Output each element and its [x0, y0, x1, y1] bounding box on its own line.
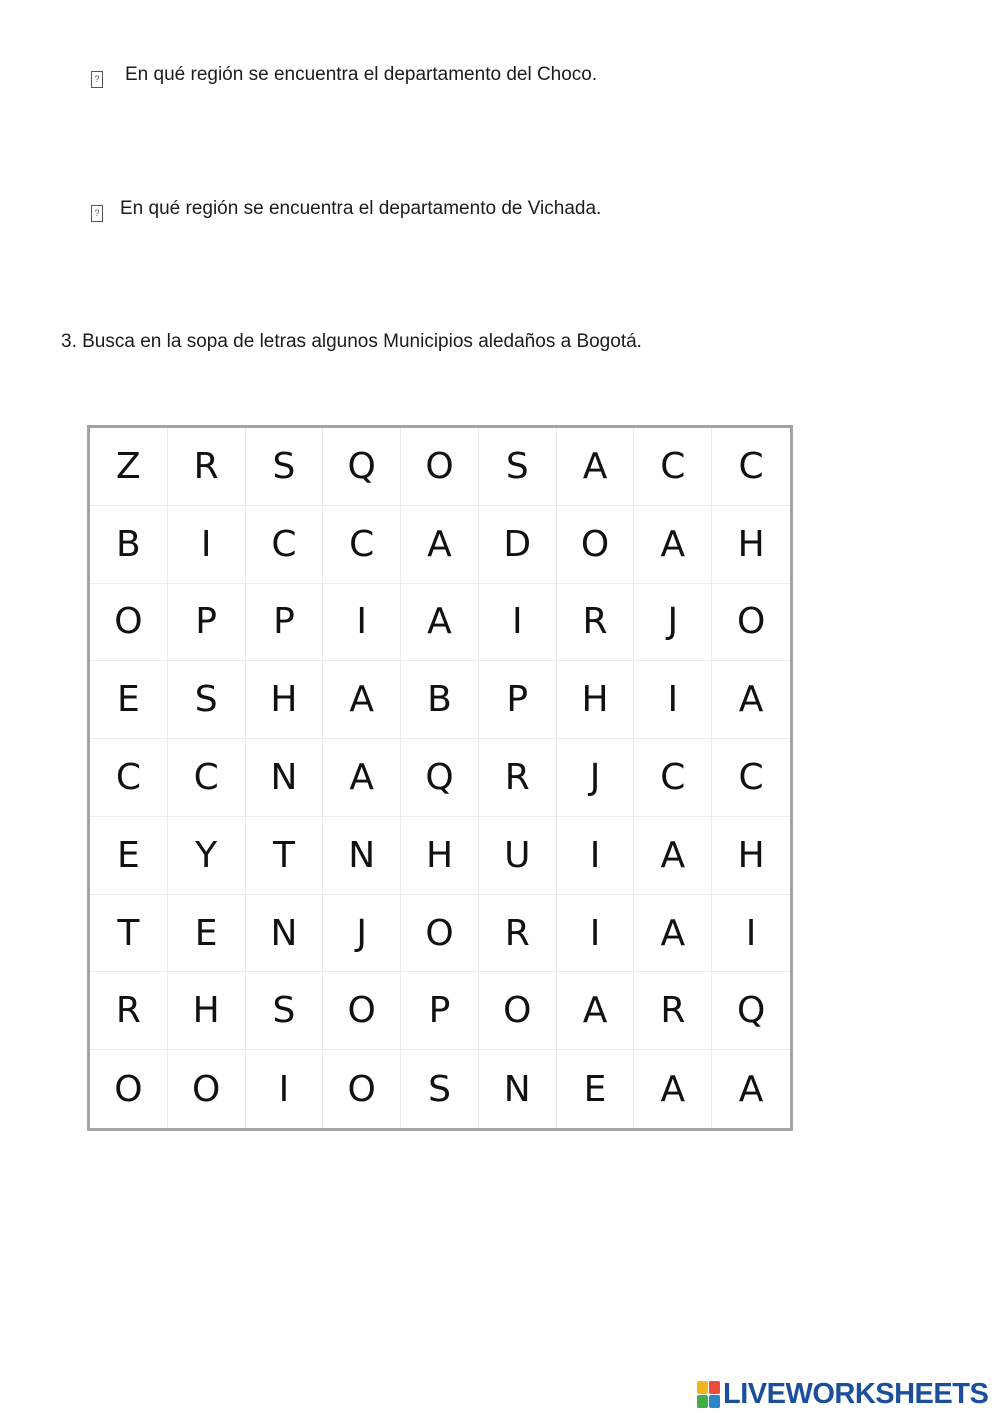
- grid-letter-cell: A: [634, 1050, 712, 1128]
- grid-letter-cell: T: [246, 817, 324, 895]
- grid-letter-cell: S: [479, 428, 557, 506]
- grid-letter-cell: Q: [323, 428, 401, 506]
- grid-letter-cell: R: [90, 972, 168, 1050]
- grid-letter-cell: A: [634, 895, 712, 973]
- liveworksheets-logo: [697, 1378, 988, 1410]
- grid-letter-cell: E: [90, 661, 168, 739]
- grid-letter-cell: O: [90, 584, 168, 662]
- grid-letter-cell: P: [168, 584, 246, 662]
- grid-letter-cell: R: [634, 972, 712, 1050]
- grid-letter-cell: I: [168, 506, 246, 584]
- grid-letter-cell: A: [557, 428, 635, 506]
- grid-letter-cell: O: [90, 1050, 168, 1128]
- grid-letter-cell: I: [557, 895, 635, 973]
- grid-letter-cell: B: [90, 506, 168, 584]
- missing-glyph-icon: ?: [91, 71, 103, 88]
- grid-letter-cell: A: [712, 661, 790, 739]
- grid-letter-cell: P: [479, 661, 557, 739]
- grid-letter-cell: A: [401, 506, 479, 584]
- grid-letter-cell: T: [90, 895, 168, 973]
- grid-letter-cell: I: [634, 661, 712, 739]
- logo-square-green: [697, 1395, 708, 1408]
- grid-letter-cell: C: [634, 739, 712, 817]
- logo-square-blue: [709, 1395, 720, 1408]
- grid-letter-cell: I: [246, 1050, 324, 1128]
- grid-letter-cell: R: [479, 739, 557, 817]
- grid-letter-cell: A: [323, 739, 401, 817]
- grid-letter-cell: S: [246, 972, 324, 1050]
- grid-letter-cell: H: [557, 661, 635, 739]
- grid-letter-cell: J: [557, 739, 635, 817]
- grid-letter-cell: R: [479, 895, 557, 973]
- grid-letter-cell: C: [323, 506, 401, 584]
- liveworksheets-logo-icon: [697, 1381, 720, 1408]
- grid-letter-cell: S: [401, 1050, 479, 1128]
- grid-letter-cell: N: [323, 817, 401, 895]
- grid-letter-cell: E: [557, 1050, 635, 1128]
- grid-letter-cell: O: [557, 506, 635, 584]
- grid-letter-cell: P: [401, 972, 479, 1050]
- grid-letter-cell: R: [557, 584, 635, 662]
- word-search-grid: [87, 425, 793, 1131]
- grid-letter-cell: N: [479, 1050, 557, 1128]
- grid-letter-cell: A: [557, 972, 635, 1050]
- grid-letter-cell: O: [323, 972, 401, 1050]
- grid-letter-cell: R: [168, 428, 246, 506]
- grid-letter-cell: C: [712, 739, 790, 817]
- grid-letter-cell: H: [401, 817, 479, 895]
- logo-square-yellow: [697, 1381, 708, 1394]
- grid-letter-cell: S: [246, 428, 324, 506]
- grid-letter-cell: H: [712, 817, 790, 895]
- grid-letter-cell: C: [168, 739, 246, 817]
- grid-letter-cell: C: [634, 428, 712, 506]
- grid-letter-cell: H: [712, 506, 790, 584]
- grid-letter-cell: J: [634, 584, 712, 662]
- question-vichada: [91, 197, 601, 222]
- grid-letter-cell: H: [246, 661, 324, 739]
- grid-letter-cell: H: [168, 972, 246, 1050]
- word-search-instruction: 3. Busca en la sopa de letras algunos Municipios aledaños a Bogotá.: [61, 331, 642, 352]
- grid-letter-cell: J: [323, 895, 401, 973]
- grid-letter-cell: E: [90, 817, 168, 895]
- grid-letter-cell: I: [557, 817, 635, 895]
- grid-letter-cell: D: [479, 506, 557, 584]
- grid-letter-cell: I: [479, 584, 557, 662]
- grid-letter-cell: I: [323, 584, 401, 662]
- grid-letter-cell: A: [401, 584, 479, 662]
- grid-letter-cell: Q: [712, 972, 790, 1050]
- grid-letter-cell: O: [712, 584, 790, 662]
- grid-letter-cell: N: [246, 895, 324, 973]
- grid-letter-cell: Y: [168, 817, 246, 895]
- grid-letter-cell: Z: [90, 428, 168, 506]
- grid-letter-cell: E: [168, 895, 246, 973]
- grid-letter-cell: A: [634, 506, 712, 584]
- grid-letter-cell: N: [246, 739, 324, 817]
- grid-letter-cell: O: [401, 428, 479, 506]
- question-text: En qué región se encuentra el departamento del Choco.: [125, 64, 598, 85]
- grid-letter-cell: S: [168, 661, 246, 739]
- grid-letter-cell: O: [168, 1050, 246, 1128]
- logo-square-red: [709, 1381, 720, 1394]
- grid-letter-cell: A: [634, 817, 712, 895]
- grid-letter-cell: A: [738, 1068, 764, 1110]
- question-text: En qué región se encuentra el departamento de Vichada.: [120, 198, 602, 219]
- logo-text: LIVEWORKSHEETS: [723, 1377, 989, 1410]
- question-choco: [91, 63, 597, 88]
- grid-letter-cell: I: [712, 895, 790, 973]
- grid-letter-cell: O: [479, 972, 557, 1050]
- grid-letter-cell: B: [401, 661, 479, 739]
- grid-letter-cell: O: [401, 895, 479, 973]
- grid-letter-cell: A: [323, 661, 401, 739]
- grid-letter-cell: O: [323, 1050, 401, 1128]
- grid-letter-cell: C: [246, 506, 324, 584]
- missing-glyph-icon: ?: [91, 205, 103, 222]
- grid-letter-cell: P: [246, 584, 324, 662]
- grid-letter-cell: U: [479, 817, 557, 895]
- grid-letter-cell: C: [90, 739, 168, 817]
- grid-letter-cell: Q: [401, 739, 479, 817]
- grid-letter-cell: C: [712, 428, 790, 506]
